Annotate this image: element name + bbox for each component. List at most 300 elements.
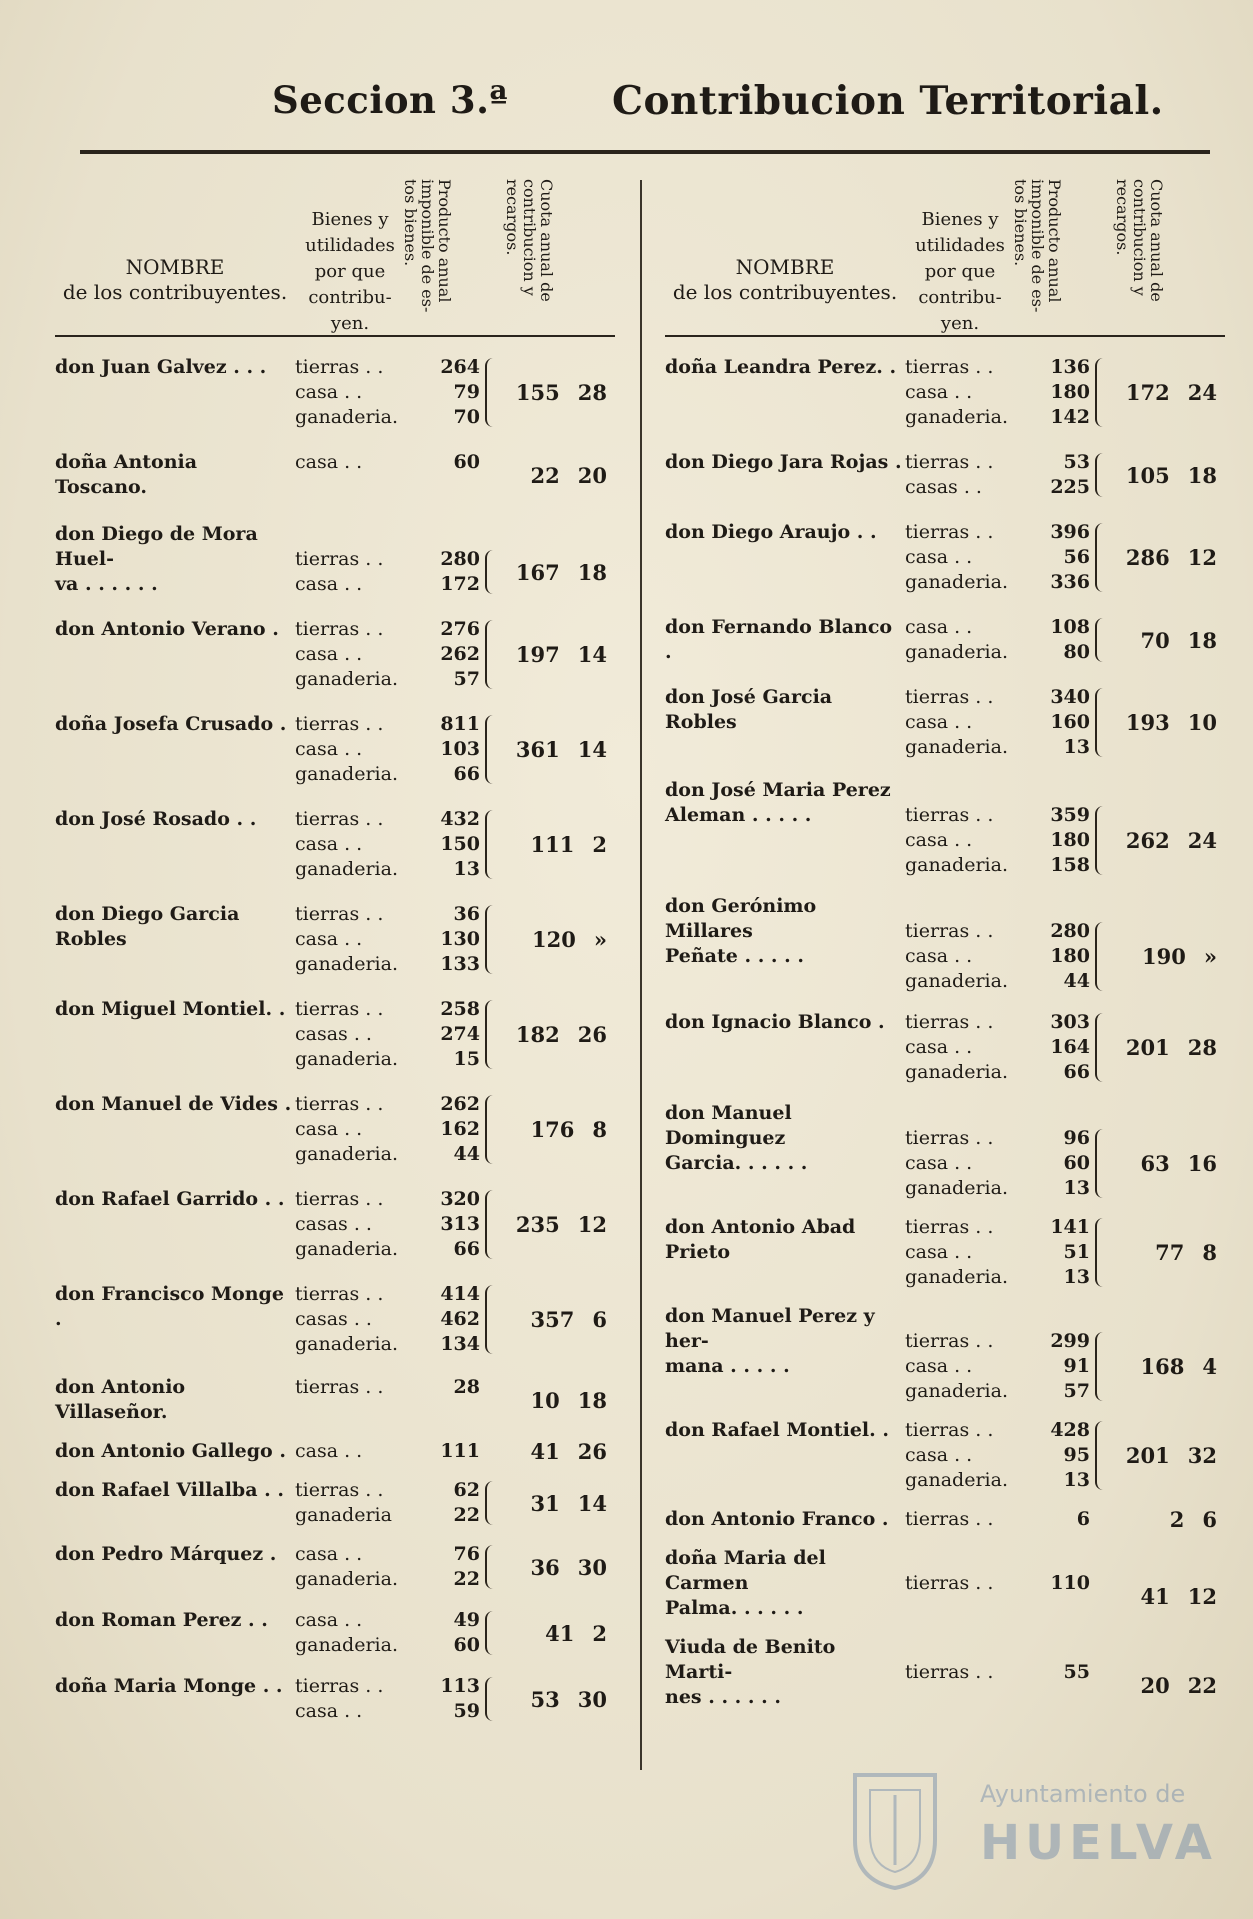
contributor-name-line: doña Maria del Carmen — [665, 1547, 826, 1594]
quota-reales: 70 — [1140, 627, 1170, 653]
product-value: 136 — [1050, 356, 1090, 378]
asset-type: tierras . . — [905, 1127, 994, 1149]
contributor-name — [55, 1674, 295, 1724]
asset-type: casa . . — [905, 1355, 973, 1377]
contributor-name — [55, 1092, 295, 1167]
brace-mark — [485, 1677, 495, 1721]
bienes-header-line: Bienes y — [921, 209, 999, 230]
product-value: 180 — [1050, 945, 1090, 967]
brace — [480, 1542, 502, 1592]
asset-type: ganaderia — [295, 1504, 392, 1526]
quota — [502, 522, 615, 597]
cuota-header: Cuota anual de contribucion y recargos. — [503, 179, 556, 302]
table-row — [55, 1187, 615, 1262]
quota-maravedis: 32 — [1187, 1443, 1217, 1468]
contributor-name — [55, 1187, 295, 1262]
brace-mark — [485, 810, 495, 879]
brace-mark — [485, 1000, 495, 1069]
table-row — [55, 807, 615, 882]
brace-mark — [1095, 618, 1105, 662]
asset-types — [905, 1635, 1015, 1710]
product-value: 225 — [1050, 476, 1090, 498]
left-column-header — [55, 175, 615, 337]
asset-types — [905, 615, 1015, 665]
product-values — [1015, 1635, 1090, 1710]
left-table-body — [55, 355, 615, 1724]
asset-types — [295, 1542, 405, 1592]
quota-maravedis: 6 — [592, 1307, 607, 1332]
asset-types — [905, 355, 1015, 430]
quota — [1112, 1507, 1225, 1532]
product-value: 111 — [440, 1440, 480, 1462]
contributor-name — [665, 778, 905, 878]
contributor-name-line: nes . . . . . . — [665, 1686, 781, 1708]
asset-type: casa . . — [905, 381, 973, 403]
quota-maravedis: 10 — [1187, 710, 1217, 735]
quota-maravedis: 26 — [577, 1439, 607, 1464]
asset-type: tierras . . — [295, 1376, 384, 1398]
product-values — [405, 1674, 480, 1724]
table-row — [55, 712, 615, 787]
brace — [1090, 1418, 1112, 1493]
product-value: 108 — [1050, 616, 1090, 638]
product-values — [405, 712, 480, 787]
quota-reales: 41 — [530, 1439, 560, 1464]
watermark — [840, 1770, 1217, 1890]
quota-reales: 167 — [515, 559, 560, 585]
product-values — [405, 1478, 480, 1528]
quota — [1112, 1010, 1225, 1085]
contributor-name-line: don Antonio Gallego . — [55, 1440, 286, 1462]
bienes-header — [295, 207, 405, 337]
quota-maravedis: 26 — [577, 1022, 607, 1047]
product-value: 13 — [1063, 736, 1090, 758]
bienes-header — [905, 207, 1015, 337]
quota-maravedis: » — [1203, 944, 1217, 969]
product-value: 432 — [440, 808, 480, 830]
quota-reales: 172 — [1125, 380, 1170, 405]
product-values — [1015, 894, 1090, 994]
asset-type: tierras . . — [905, 1419, 994, 1441]
quota-reales: 286 — [1125, 545, 1170, 570]
product-values — [405, 355, 480, 430]
brace — [1090, 520, 1112, 595]
quota — [1112, 778, 1225, 878]
product-value: 133 — [440, 953, 480, 975]
name-header-line: de los contribuyentes. — [62, 280, 288, 304]
table-row — [55, 1375, 615, 1425]
brace-mark — [1095, 453, 1105, 497]
product-values — [405, 1187, 480, 1262]
product-values — [1015, 1304, 1090, 1404]
quota-maravedis: 6 — [1202, 1507, 1217, 1532]
contributor-name — [665, 450, 905, 500]
product-value: 95 — [1063, 1444, 1090, 1466]
contributor-name — [665, 685, 905, 760]
bienes-header-line: contribu- — [918, 287, 1002, 308]
product-values — [405, 450, 480, 500]
product-values — [1015, 685, 1090, 760]
quota-reales: 120 — [532, 927, 576, 952]
table-row — [55, 1608, 615, 1658]
quota-maravedis: 2 — [592, 1620, 607, 1646]
brace — [480, 1282, 502, 1357]
asset-type: ganaderia. — [905, 641, 1008, 663]
quota — [1112, 520, 1225, 595]
product-values — [1015, 1546, 1090, 1621]
brace-mark — [485, 1095, 495, 1164]
product-value: 59 — [453, 1700, 480, 1722]
asset-type: casa . . — [905, 546, 973, 568]
brace — [480, 1439, 502, 1464]
contributor-name — [665, 1304, 905, 1404]
contributor-name — [55, 617, 295, 692]
table-row — [665, 1418, 1225, 1493]
product-value: 13 — [1063, 1469, 1090, 1491]
contributor-name-line: Palma. . . . . . — [665, 1597, 804, 1619]
brace — [480, 522, 502, 597]
contributor-name-line: don Diego Araujo . . — [665, 521, 877, 543]
brace-mark — [485, 1611, 495, 1655]
contributor-name — [55, 450, 295, 500]
asset-type: casa . . — [905, 1036, 973, 1058]
quota-reales: 41 — [545, 1620, 575, 1646]
contributor-name-line: don Roman Perez . . — [55, 1609, 268, 1631]
table-row — [665, 1215, 1225, 1290]
contributor-name — [665, 1101, 905, 1201]
asset-type: casa . . — [295, 1440, 363, 1462]
quota — [1112, 1418, 1225, 1493]
asset-type: ganaderia. — [905, 1469, 1008, 1491]
asset-type: ganaderia. — [295, 763, 398, 785]
asset-type: ganaderia. — [905, 736, 1008, 758]
table-row — [665, 615, 1225, 665]
asset-type: tierras . . — [295, 548, 384, 570]
asset-types — [905, 520, 1015, 595]
product-values — [405, 1282, 480, 1357]
asset-types — [295, 522, 405, 597]
asset-type: ganaderia. — [295, 953, 398, 975]
brace — [480, 450, 502, 500]
right-table-body — [665, 355, 1225, 1710]
quota — [502, 1375, 615, 1425]
quota — [502, 355, 615, 430]
product-values — [1015, 615, 1090, 665]
product-values — [405, 997, 480, 1072]
quota-reales: 357 — [530, 1307, 575, 1332]
asset-types — [295, 617, 405, 692]
asset-types — [295, 1608, 405, 1658]
asset-types — [905, 894, 1015, 994]
column-divider — [640, 180, 642, 1770]
quota — [502, 1542, 615, 1592]
product-value: 57 — [453, 668, 480, 690]
asset-type: tierras . . — [295, 998, 384, 1020]
product-values — [405, 807, 480, 882]
brace — [480, 1187, 502, 1262]
quota-reales: 182 — [515, 1022, 560, 1047]
asset-type: tierras . . — [295, 808, 384, 830]
asset-types — [295, 1282, 405, 1357]
quota-reales: 41 — [1140, 1583, 1170, 1609]
contributor-name-line: doña Antonia Toscano. — [55, 451, 198, 498]
contributor-name — [55, 1608, 295, 1658]
quota — [502, 1674, 615, 1724]
quota-reales: 168 — [1140, 1354, 1185, 1379]
brace-mark — [485, 905, 495, 974]
brace — [1090, 1215, 1112, 1290]
product-values — [1015, 1010, 1090, 1085]
quota-maravedis: 14 — [577, 642, 607, 667]
quota-reales: 361 — [515, 737, 560, 762]
brace — [1090, 1635, 1112, 1710]
asset-type: casa . . — [295, 1700, 363, 1722]
asset-types — [905, 1215, 1015, 1290]
table-row — [55, 617, 615, 692]
product-value: 66 — [453, 1238, 480, 1260]
asset-types — [295, 997, 405, 1072]
quota-maravedis: 12 — [1187, 545, 1217, 570]
product-value: 320 — [440, 1188, 480, 1210]
product-value: 22 — [453, 1568, 480, 1590]
quota-reales: 36 — [530, 1554, 560, 1580]
contributor-name-line: don Rafael Garrido . . — [55, 1188, 285, 1210]
contributor-name-line: va . . . . . . — [55, 573, 158, 595]
contributor-name — [665, 520, 905, 595]
product-value: 462 — [440, 1308, 480, 1330]
product-value: 70 — [453, 406, 480, 428]
asset-types — [905, 1101, 1015, 1201]
contributor-name-line: don Fernando Blanco . — [665, 616, 893, 663]
product-value: 76 — [453, 1543, 480, 1565]
asset-type: ganaderia. — [295, 406, 398, 428]
quota-maravedis: 14 — [577, 1490, 607, 1516]
table-row — [665, 520, 1225, 595]
asset-type: tierras . . — [905, 686, 994, 708]
brace-mark — [1095, 358, 1105, 427]
asset-types — [295, 355, 405, 430]
contributor-name-line: don Miguel Montiel. . — [55, 998, 286, 1020]
product-value: 299 — [1050, 1330, 1090, 1352]
quota-maravedis: 18 — [577, 1387, 607, 1413]
brace — [480, 997, 502, 1072]
asset-types — [905, 1304, 1015, 1404]
product-value: 396 — [1050, 521, 1090, 543]
product-value: 44 — [453, 1143, 480, 1165]
asset-type: casa . . — [905, 1444, 973, 1466]
quota-maravedis: 30 — [577, 1554, 607, 1580]
brace — [480, 1608, 502, 1658]
asset-type: ganaderia. — [295, 858, 398, 880]
brace — [1090, 894, 1112, 994]
quota-reales: 105 — [1125, 462, 1170, 488]
contributor-name — [55, 902, 295, 977]
quota — [502, 807, 615, 882]
quota-reales: 155 — [515, 380, 560, 405]
asset-type: casa . . — [295, 643, 363, 665]
contributor-name — [665, 1507, 905, 1532]
product-value: 280 — [1050, 920, 1090, 942]
quota-reales: 111 — [530, 832, 575, 857]
product-values — [1015, 1507, 1090, 1532]
contributor-name — [665, 355, 905, 430]
product-value: 428 — [1050, 1419, 1090, 1441]
contributor-name-line: don José Maria Perez — [665, 779, 891, 801]
quota-maravedis: 2 — [592, 832, 607, 857]
product-values — [405, 617, 480, 692]
quota-maravedis: 4 — [1202, 1354, 1217, 1379]
asset-type: tierras . . — [295, 713, 384, 735]
contributor-name — [55, 1375, 295, 1425]
asset-types — [295, 450, 405, 500]
contributor-name-line: doña Leandra Perez. . — [665, 356, 897, 378]
asset-type: tierras . . — [295, 1675, 384, 1697]
product-value: 162 — [440, 1118, 480, 1140]
brace — [480, 617, 502, 692]
table-row — [55, 450, 615, 500]
product-value: 28 — [453, 1376, 480, 1398]
product-value: 60 — [453, 451, 480, 473]
product-value: 303 — [1050, 1011, 1090, 1033]
asset-type: tierras . . — [295, 1479, 384, 1501]
asset-types — [905, 1507, 1015, 1532]
product-value: 313 — [440, 1213, 480, 1235]
contributor-name-line: don Diego Garcia Robles — [55, 903, 240, 950]
quota-reales: 197 — [515, 642, 560, 667]
product-value: 13 — [1063, 1177, 1090, 1199]
asset-type: tierras . . — [295, 618, 384, 640]
shield-icon — [850, 1770, 940, 1890]
contributor-name — [665, 615, 905, 665]
asset-type: casa . . — [295, 1543, 363, 1565]
quota-maravedis: 8 — [1202, 1240, 1217, 1265]
asset-types — [905, 1010, 1015, 1085]
contributor-name-line: don Antonio Verano . — [55, 618, 279, 640]
product-value: 15 — [453, 1048, 480, 1070]
product-value: 22 — [453, 1504, 480, 1526]
brace-mark — [485, 1285, 495, 1354]
asset-type: ganaderia. — [905, 406, 1008, 428]
asset-types — [295, 1092, 405, 1167]
brace — [480, 1092, 502, 1167]
asset-type: casa . . — [295, 451, 363, 473]
contributor-name-line: don Rafael Villalba . . — [55, 1479, 284, 1501]
asset-type: casa . . — [905, 711, 973, 733]
contributor-name-line: Garcia. . . . . . — [665, 1152, 808, 1174]
asset-type: tierras . . — [905, 1330, 994, 1352]
brace-mark — [485, 550, 495, 594]
asset-type: ganaderia. — [295, 1238, 398, 1260]
product-value: 55 — [1063, 1661, 1090, 1683]
product-value: 274 — [440, 1023, 480, 1045]
watermark-line2: HUELVA — [980, 1815, 1217, 1871]
asset-type: ganaderia. — [295, 668, 398, 690]
asset-type: casa . . — [905, 1241, 973, 1263]
quota — [502, 997, 615, 1072]
watermark-line1: Ayuntamiento de — [980, 1780, 1186, 1808]
quota-reales: 22 — [530, 462, 560, 488]
product-value: 80 — [1063, 641, 1090, 663]
asset-types — [295, 1674, 405, 1724]
bienes-header-line: Bienes y — [311, 209, 389, 230]
product-value: 53 — [1063, 451, 1090, 473]
contributor-name-line: don Manuel de Vides . — [55, 1093, 292, 1115]
quota-reales: 53 — [530, 1686, 560, 1712]
asset-type: tierras . . — [905, 920, 994, 942]
contributor-name — [665, 894, 905, 994]
asset-type: ganaderia. — [905, 970, 1008, 992]
product-value: 142 — [1050, 406, 1090, 428]
table-row — [665, 355, 1225, 430]
table-row — [55, 997, 615, 1072]
product-values — [405, 522, 480, 597]
asset-types — [905, 1546, 1015, 1621]
asset-types — [295, 1439, 405, 1464]
asset-type: casa . . — [905, 945, 973, 967]
product-value: 811 — [440, 713, 480, 735]
quota-reales: 77 — [1155, 1240, 1185, 1265]
asset-types — [905, 1418, 1015, 1493]
asset-type: casa . . — [295, 928, 363, 950]
brace-mark — [485, 1545, 495, 1589]
brace — [1090, 1546, 1112, 1621]
asset-type: tierras . . — [905, 451, 994, 473]
contributor-name-line: doña Maria Monge . . — [55, 1675, 283, 1697]
contributor-name — [55, 1282, 295, 1357]
contributor-name-line: don Juan Galvez . . . — [55, 356, 267, 378]
quota — [1112, 450, 1225, 500]
asset-type: casa . . — [295, 1609, 363, 1631]
asset-type: casas . . — [295, 1023, 372, 1045]
product-value: 164 — [1050, 1036, 1090, 1058]
product-value: 130 — [440, 928, 480, 950]
asset-types — [905, 778, 1015, 878]
product-values — [405, 1375, 480, 1425]
table-row — [55, 902, 615, 977]
product-value: 79 — [453, 381, 480, 403]
quota — [1112, 1101, 1225, 1201]
product-value: 66 — [453, 763, 480, 785]
product-values — [1015, 1101, 1090, 1201]
product-value: 51 — [1063, 1241, 1090, 1263]
asset-types — [295, 1375, 405, 1425]
asset-types — [295, 1187, 405, 1262]
brace — [480, 1375, 502, 1425]
right-column-header — [665, 175, 1225, 337]
product-value: 160 — [1050, 711, 1090, 733]
table-row — [665, 1507, 1225, 1532]
asset-types — [905, 685, 1015, 760]
quota-maravedis: 14 — [577, 737, 607, 762]
left-column — [55, 175, 615, 1724]
contributor-name-line: don Antonio Abad Prieto — [665, 1216, 856, 1263]
product-value: 158 — [1050, 854, 1090, 876]
product-value: 359 — [1050, 804, 1090, 826]
table-row — [665, 1304, 1225, 1404]
quota-reales: 235 — [515, 1212, 560, 1237]
asset-types — [295, 1478, 405, 1528]
quota — [502, 902, 615, 977]
asset-type: ganaderia. — [295, 1333, 398, 1355]
brace — [1090, 778, 1112, 878]
quota-maravedis: 24 — [1187, 380, 1217, 405]
asset-types — [295, 712, 405, 787]
brace-mark — [1095, 1218, 1105, 1287]
asset-type: tierras . . — [295, 356, 384, 378]
asset-type: tierras . . — [905, 1216, 994, 1238]
table-row — [665, 1101, 1225, 1201]
quota-maravedis: 16 — [1187, 1151, 1217, 1176]
